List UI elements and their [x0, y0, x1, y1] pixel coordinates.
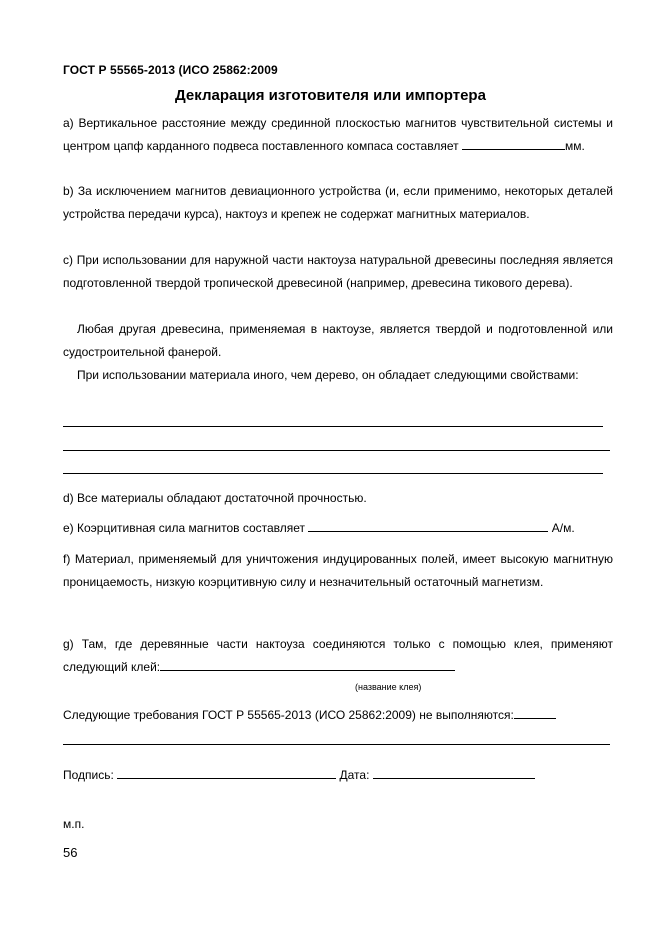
item-g — [63, 633, 613, 678]
properties-line-2[interactable] — [63, 450, 610, 451]
standard-header: ГОСТ Р 55565-2013 (ИСО 25862:2009 — [63, 63, 278, 77]
item-c-note-2: При использовании материала иного, чем дерево, он обладает следующими свойствами: — [77, 368, 579, 382]
item-f: f) Материал, применяемый для уничтожения индуцированных полей, имеет высокую магнитную проницаемость, низкую коэрцитивную силу и незначительный остаточный магнетизм. — [63, 552, 613, 589]
coercive-force-blank[interactable] — [308, 521, 548, 532]
properties-line-1[interactable] — [63, 426, 603, 427]
page-number: 56 — [63, 845, 78, 860]
signature-label: Подпись: — [63, 768, 114, 782]
item-d: d) Все материалы обладают достаточной прочностью. — [63, 491, 367, 505]
item-g-text: g) Там, где деревянные части нактоуза соединяются только с помощью клея, применяют следующий клей: — [63, 637, 613, 674]
glue-name-blank[interactable] — [160, 660, 455, 671]
date-field[interactable] — [373, 768, 535, 779]
document-title: Декларация изготовителя или импортера — [175, 87, 486, 104]
signature-field[interactable] — [117, 768, 336, 779]
requirements-not-met — [63, 704, 613, 727]
item-a-blank[interactable] — [462, 139, 565, 150]
properties-line-3[interactable] — [63, 473, 603, 474]
item-e — [63, 517, 613, 540]
item-b: b) За исключением магнитов девиационного устройства (и, если применимо, некоторых деталей устройства передачи курса), нактоуз и крепеж не содержат магнитных материалов. — [63, 184, 613, 221]
item-c: с) При использовании для наружной части нактоуза натуральной древесины последняя является подготовленной твердой тропической древесиной (например, древесина тикового дерева). — [63, 253, 613, 290]
requirements-blank-inline[interactable] — [514, 708, 556, 719]
item-a-unit: мм. — [564, 138, 585, 153]
item-a-text: а) Вертикальное расстояние между срединной плоскостью магнитов чувствительной системы и центром цапф карданного подвеса поставленного компаса составляет — [63, 116, 613, 153]
stamp-place: м.п. — [63, 817, 85, 831]
item-c-note-1: Любая другая древесина, применяемая в нактоузе, является твердой и подготовленной или судостроительной фанерой. — [63, 322, 613, 359]
glue-caption: (название клея) — [355, 682, 422, 692]
item-e-unit: А/м. — [551, 521, 575, 535]
signature-row — [63, 768, 535, 782]
item-a — [63, 112, 613, 157]
requirements-text: Следующие требования ГОСТ Р 55565-2013 (ИСО 25862:2009) не выполняются: — [63, 708, 514, 722]
item-e-text: е) Коэрцитивная сила магнитов составляет — [63, 521, 306, 535]
date-label: Дата: — [339, 768, 370, 782]
requirements-line[interactable] — [63, 744, 610, 745]
